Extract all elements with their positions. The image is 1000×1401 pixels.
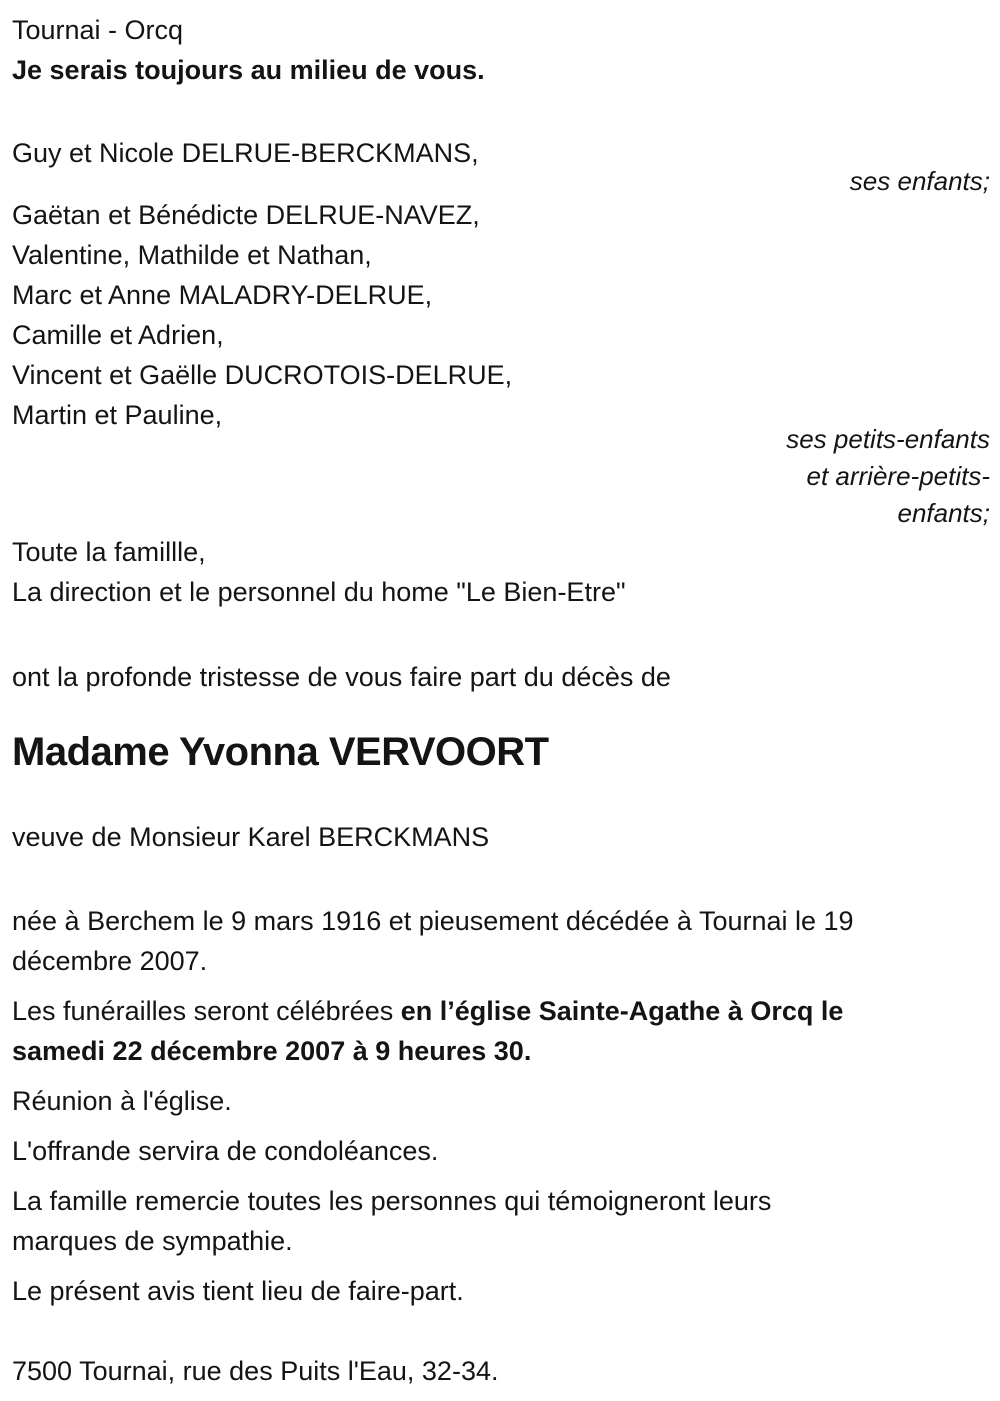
children-line: Guy et Nicole DELRUE-BERCKMANS, (12, 138, 479, 168)
whole-family-line: Toute la famillle, (12, 537, 206, 567)
birth-death-line: décembre 2007. (12, 946, 208, 976)
thanks-paragraph (12, 1181, 990, 1261)
grandchildren-label-line: et arrière-petits- (806, 461, 990, 491)
grandchild-line: Gaëtan et Bénédicte DELRUE-NAVEZ, (12, 200, 480, 230)
grandchild-line: Martin et Pauline, (12, 400, 223, 430)
deceased-name-title: Madame Yvonna VERVOORT (12, 730, 549, 774)
epitaph-line: Je serais toujours au milieu de vous. (12, 55, 485, 85)
grandchild-line: Valentine, Mathilde et Nathan, (12, 240, 372, 270)
grandchild-line: Marc et Anne MALADRY-DELRUE, (12, 280, 433, 310)
offering-line: L'offrande servira de condoléances. (12, 1136, 439, 1166)
grandchildren-label-line: enfants; (897, 498, 990, 528)
funeral-line-2: samedi 22 décembre 2007 à 9 heures 30. (12, 1036, 532, 1066)
widow-line: veuve de Monsieur Karel BERCKMANS (12, 822, 490, 852)
family-section (12, 133, 990, 612)
grandchildren-label-line: ses petits-enfants (786, 424, 990, 454)
grandchildren-label (12, 421, 990, 532)
funeral-intro-text: Les funérailles seront célébrées (12, 996, 401, 1026)
thanks-line: marques de sympathie. (12, 1226, 293, 1256)
home-line: La direction et le personnel du home "Le Bien-Etre" (12, 577, 626, 607)
birth-death-line: née à Berchem le 9 mars 1916 et pieusement décédée à Tournai le 19 (12, 906, 854, 936)
notice-line: Le présent avis tient lieu de faire-part. (12, 1276, 464, 1306)
announcement-line: ont la profonde tristesse de vous faire part du décès de (12, 662, 671, 692)
meeting-line: Réunion à l'église. (12, 1086, 232, 1116)
thanks-line: La famille remercie toutes les personnes qui témoigneront leurs (12, 1186, 772, 1216)
funeral-church-text: en l’église Sainte-Agathe à Orcq le (400, 996, 844, 1026)
funeral-line-1 (12, 991, 990, 1031)
grandchild-line: Vincent et Gaëlle DUCROTOIS-DELRUE, (12, 360, 513, 390)
funeral-paragraph (12, 991, 990, 1071)
children-label: ses enfants; (849, 166, 990, 196)
address-line: 7500 Tournai, rue des Puits l'Eau, 32-34. (12, 1356, 499, 1386)
location-line: Tournai - Orcq (12, 15, 184, 45)
birth-death-paragraph (12, 901, 990, 981)
grandchild-line: Camille et Adrien, (12, 320, 224, 350)
